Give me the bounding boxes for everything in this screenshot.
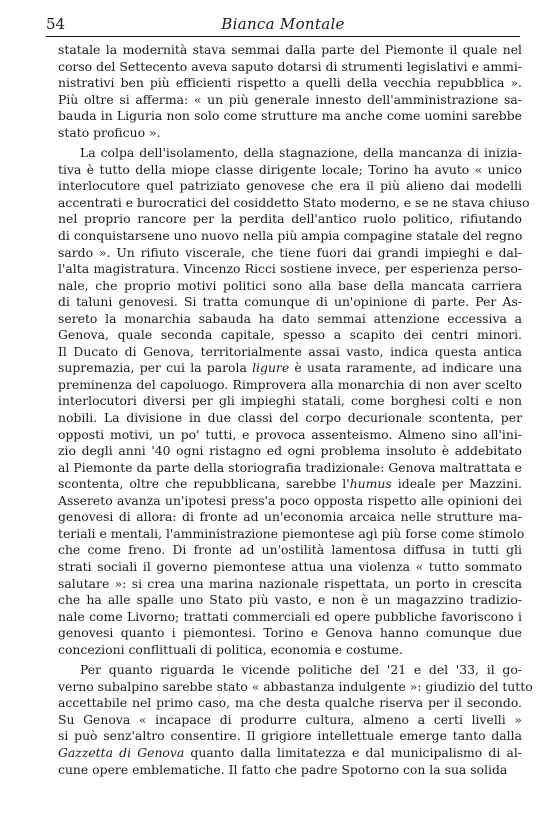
text-line: [58, 662, 522, 679]
text-line: [58, 460, 522, 477]
text-line: [58, 625, 522, 642]
text-segment: supremazia, per cui la parola: [58, 360, 253, 376]
text-line: [58, 261, 522, 278]
text-segment: Genova, quale seconda capitale, spesso a scapito dei centri minori.: [58, 327, 522, 343]
text-segment: zio degli anni '40 ogni ristagno ed ogni problema insoluto è addebitato: [58, 443, 522, 459]
text-line: [58, 728, 522, 745]
text-line: [58, 410, 522, 427]
text-line: [58, 576, 522, 593]
text-line: [58, 525, 525, 543]
text-line: [58, 642, 522, 659]
text-line: [58, 211, 522, 228]
text-segment: accettabile nel primo caso, ma che desta qualche riserva per il secondo.: [58, 695, 522, 711]
text-line: [58, 360, 522, 377]
text-segment: La colpa dell'isolamento, della stagnazione, della mancanza di inizia-: [80, 145, 522, 161]
text-line: [58, 678, 533, 696]
text-segment: di conquistarsene uno nuovo nella più ampia compagine statale del regno: [58, 228, 523, 244]
text-segment: ideale per Mazzini.: [391, 476, 522, 492]
paragraph: [58, 662, 533, 778]
text-segment: scontenta, oltre che repubblicana, sarebbe l': [58, 476, 350, 492]
text-segment: corso del Settecento aveva saputo dotarsi di strumenti legislativi e ammi-: [58, 58, 522, 74]
text-segment: interlocutore quel patriziato genovese che era il più alieno dai modelli: [58, 178, 522, 194]
text-line: [58, 75, 522, 92]
text-line: [58, 427, 522, 444]
text-line: [58, 559, 522, 576]
text-line: [58, 145, 522, 162]
text-line: [58, 294, 522, 311]
text-line: [58, 228, 522, 245]
text-segment: di taluni genovesi. Si tratta comunque di un'opinione di parte. Per As-: [58, 294, 522, 310]
text-line: [58, 443, 522, 460]
text-line: [58, 178, 522, 195]
text-line: [58, 542, 522, 559]
text-segment: nobili. La divisione in due classi del corpo decurionale scontenta, per: [58, 410, 522, 426]
running-title: Bianca Montale: [221, 15, 345, 33]
text-line: [58, 712, 522, 729]
text-segment: interlocutori diversi per gli impieghi statali, come borghesi colti e non: [58, 393, 522, 409]
text-line: [58, 509, 522, 526]
text-segment: stato proficuo ».: [58, 124, 161, 140]
text-line: [58, 108, 522, 125]
text-segment: Più oltre si afferma: « un più generale innesto dell'amministrazione sa-: [58, 91, 522, 107]
page-header: [46, 14, 520, 37]
text-segment: preminenza del capoluogo. Rimprovera alla monarchia di non aver scelto: [58, 376, 522, 392]
text-segment: che ha alle spalle uno Stato più vasto, e non è un magazzino tradizio-: [58, 592, 522, 608]
text-line: [58, 609, 522, 626]
text-segment: salutare »: si crea una marina nazionale rispettata, un porto in crescita: [58, 575, 522, 591]
body-text: [58, 42, 533, 778]
text-segment: bauda in Liguria non solo come strutture ma anche come uomini sarebbe: [58, 108, 522, 124]
text-segment: quanto dalla limitatezza e dal municipalismo di al-: [184, 744, 522, 760]
text-segment: strati sociali il governo piemontese attua una violenza « tutto sommato: [58, 558, 522, 574]
text-segment: si può senz'altro consentire. Il grigiore intellettuale emerge tanto dalla: [58, 728, 522, 744]
text-segment: teriali e mentali, l'amministrazione piemontese agì più forse come stimolo: [58, 525, 525, 541]
text-line: [58, 327, 522, 344]
text-line: [58, 476, 522, 493]
text-line: [58, 42, 522, 59]
text-segment: verno subalpino sarebbe stato « abbastanza indulgente »: giudizio del tutto: [58, 678, 533, 694]
italic-term: Gazzetta di Genova: [58, 744, 185, 760]
text-line: [58, 278, 522, 295]
text-segment: al Piemonte da parte della storiografia tradizionale: Genova maltrattata e: [58, 459, 522, 475]
text-line: [58, 125, 522, 142]
text-segment: Assereto avanza un'ipotesi press'a poco opposta rispetto alle opinioni dei: [58, 492, 522, 508]
text-line: [58, 493, 522, 510]
text-segment: nale come Livorno; trattati commerciali ed opere pubbliche favoriscono i: [58, 608, 522, 624]
text-segment: tiva è tutto della miope classe dirigente locale; Torino ha avuto « unico: [58, 161, 522, 177]
text-segment: cune opere emblematiche. Il fatto che padre Spotorno con la sua solida: [58, 761, 508, 777]
text-segment: che come freno. Di fronte ad un'ostilità lamentosa diffusa in tutti gli: [58, 542, 522, 558]
text-segment: concezioni conflittuali di politica, economia e costume.: [58, 641, 403, 657]
text-line: [58, 194, 530, 212]
text-line: [58, 592, 522, 609]
text-segment: genovesi quanto i piemontesi. Torino e Genova hanno comunque due: [58, 625, 522, 641]
text-line: [58, 59, 522, 76]
text-segment: nel proprio rancore per la perdita dell'antico ruolo politico, rifiutando: [58, 211, 522, 227]
text-segment: sardo ». Un rifiuto viscerale, che tiene fuori dai grandi impieghi e dal-: [58, 244, 522, 260]
text-segment: genovesi di allora: di fronte ad un'economia arcaica nelle strutture ma-: [58, 509, 522, 525]
text-segment: nale, che proprio motivi politici sono alla base della mancata carriera: [58, 277, 522, 293]
text-segment: è usata raramente, ad indicare una: [289, 360, 522, 376]
text-line: [58, 393, 522, 410]
italic-term: humus: [349, 476, 392, 492]
text-line: [58, 695, 522, 712]
text-segment: opposti motivi, un po' tutti, e provoca assenteismo. Almeno sino all'ini-: [58, 426, 522, 442]
text-segment: statale la modernità stava semmai dalla parte del Piemonte il quale nel: [58, 42, 522, 57]
text-line: [58, 344, 522, 361]
page-number: 54: [46, 15, 66, 33]
text-segment: sereto la monarchia sabauda ha dato semmai attenzione eccessiva a: [58, 310, 522, 326]
text-segment: accentrati e burocratici del cosiddetto Stato moderno, e se ne stava chiuso: [58, 194, 530, 210]
text-line: [58, 745, 522, 762]
italic-term: ligure: [252, 360, 290, 376]
text-line: [58, 245, 522, 262]
text-line: [58, 762, 522, 779]
text-segment: l'alta magistratura. Vincenzo Ricci sostiene invece, per esperienza perso-: [58, 261, 522, 277]
paragraph: [58, 145, 530, 658]
text-line: [58, 92, 522, 109]
paragraph: [58, 42, 522, 141]
text-segment: Per quanto riguarda le vicende politiche del '21 e del '33, il go-: [80, 662, 522, 678]
text-segment: nistrativi ben più efficienti rispetto a quelli della vecchia repubblica ».: [58, 75, 522, 91]
text-segment: Su Genova « incapace di produrre cultura, almeno a certi livelli »: [58, 711, 522, 727]
text-line: [58, 311, 522, 328]
text-line: [58, 377, 522, 394]
text-segment: Il Ducato di Genova, territorialmente assai vasto, indica questa antica: [58, 343, 522, 359]
text-line: [58, 162, 522, 179]
